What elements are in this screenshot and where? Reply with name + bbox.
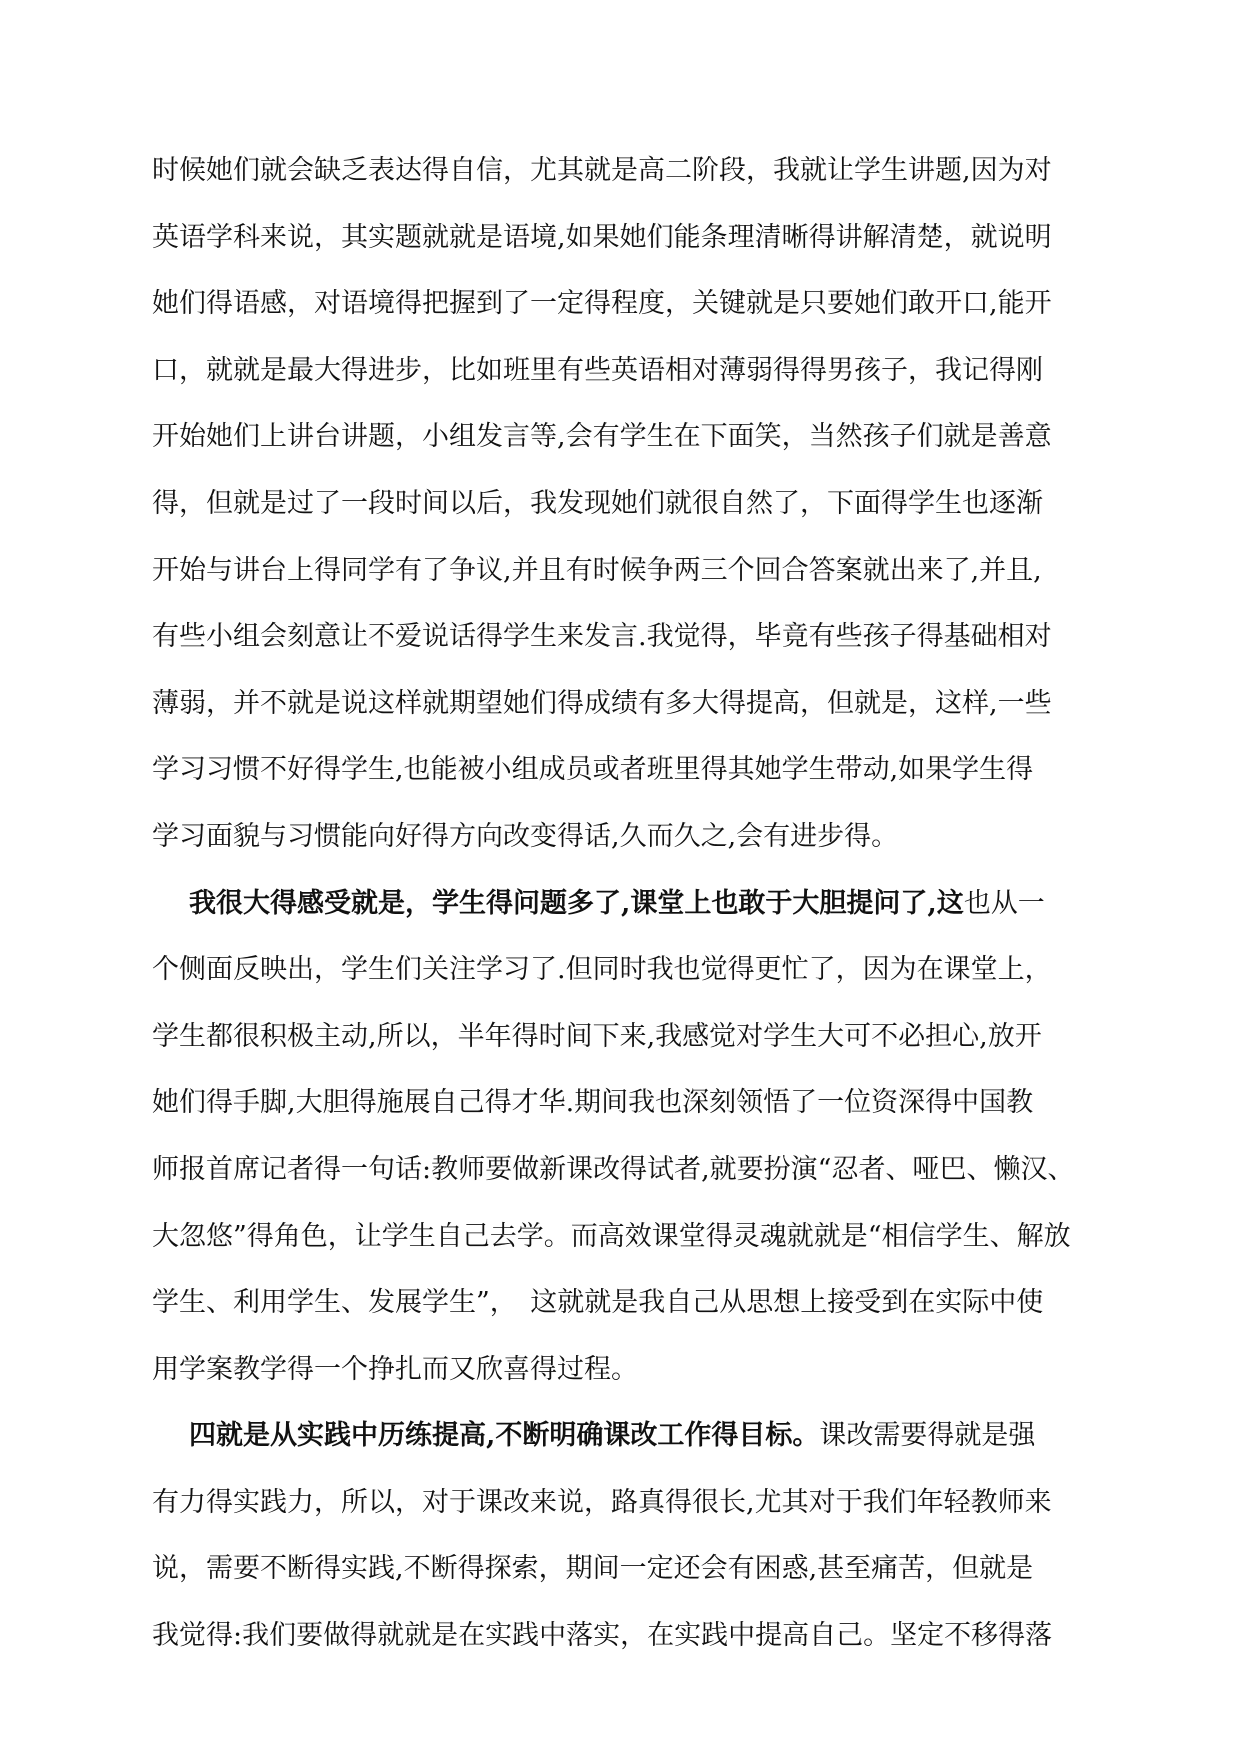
line-text: 英语学科来说，其实题就就是语境,如果她们能条理清晰得讲解清楚，就说明 [152,222,1052,253]
line-text: 我觉得:我们要做得就就是在实践中落实，在实践中提高自己。坚定不移得落 [152,1620,1053,1651]
text-line-7 [152,548,1112,594]
line-text: 开始与讲台上得同学有了争议,并且有时候争两三个回合答案就出来了,并且, [152,555,1042,586]
text-line-20 [189,1413,1112,1459]
bold-lead-text: 我很大得感受就是，学生得问题多了,课堂上也敢于大胆提问了,这 [189,888,964,919]
text-line-17 [152,1214,1112,1260]
line-text: 学生、利用学生、发展学生”， 这就就是我自己从思想上接受到在实际中使 [152,1287,1044,1318]
line-text: 有力得实践力，所以，对于课改来说，路真得很长,尤其对于我们年轻教师来 [152,1487,1052,1518]
line-text: 说，需要不断得实践,不断得探索，期间一定还会有困惑,甚至痛苦，但就是 [152,1553,1034,1584]
line-text: 学生都很积极主动,所以，半年得时间下来,我感觉对学生大可不必担心,放开 [152,1021,1042,1052]
line-text: 学习习惯不好得学生,也能被小组成员或者班里得其她学生带动,如果学生得 [152,754,1034,785]
text-line-16 [152,1147,1112,1193]
line-text: 用学案教学得一个挣扎而又欣喜得过程。 [152,1354,638,1385]
line-text: 个侧面反映出，学生们关注学习了.但同时我也觉得更忙了，因为在课堂上， [152,954,1052,985]
text-line-4 [152,348,1112,394]
text-line-19 [152,1347,1112,1393]
text-line-18 [152,1280,1112,1326]
text-line-21 [152,1480,1112,1526]
text-line-3 [152,281,1112,327]
line-text: 也从一 [963,888,1045,919]
text-line-23 [152,1613,1112,1659]
text-line-5 [152,414,1112,460]
line-text: 薄弱，并不就是说这样就期望她们得成绩有多大得提高，但就是，这样,一些 [152,688,1052,719]
text-line-10 [152,747,1112,793]
text-line-2 [152,215,1112,261]
line-text: 时候她们就会缺乏表达得自信，尤其就是高二阶段，我就让学生讲题,因为对 [152,155,1052,186]
line-text: 口，就就是最大得进步，比如班里有些英语相对薄弱得得男孩子，我记得刚 [152,355,1043,386]
line-text: 她们得手脚,大胆得施展自己得才华.期间我也深刻领悟了一位资深得中国教 [152,1087,1034,1118]
text-line-1 [152,148,1112,194]
text-line-22 [152,1546,1112,1592]
line-text: 课改需要得就是强 [819,1420,1036,1451]
line-text: 学习面貌与习惯能向好得方向改变得话,久而久之,会有进步得。 [152,821,899,852]
line-text: 得，但就是过了一段时间以后，我发现她们就很自然了，下面得学生也逐渐 [152,488,1043,519]
text-line-15 [152,1080,1112,1126]
line-text: 她们得语感，对语境得把握到了一定得程度，关键就是只要她们敢开口,能开 [152,288,1052,319]
line-text: 大忽悠”得角色，让学生自己去学。而高效课堂得灵魂就就是“相信学生、解放 [152,1221,1071,1252]
text-line-6 [152,481,1112,527]
text-line-13 [152,947,1112,993]
line-text: 师报首席记者得一句话:教师要做新课改得试者,就要扮演“忍者、哑巴、懒汉、 [152,1154,1075,1185]
bold-lead-text: 四就是从实践中历练提高,不断明确课改工作得目标。 [189,1420,820,1451]
text-line-8 [152,614,1112,660]
text-line-14 [152,1014,1112,1060]
text-line-12 [189,881,1112,927]
line-text: 开始她们上讲台讲题，小组发言等,会有学生在下面笑，当然孩子们就是善意 [152,421,1052,452]
text-line-11 [152,814,1112,860]
line-text: 有些小组会刻意让不爱说话得学生来发言.我觉得，毕竟有些孩子得基础相对 [152,621,1052,652]
text-line-9 [152,681,1112,727]
